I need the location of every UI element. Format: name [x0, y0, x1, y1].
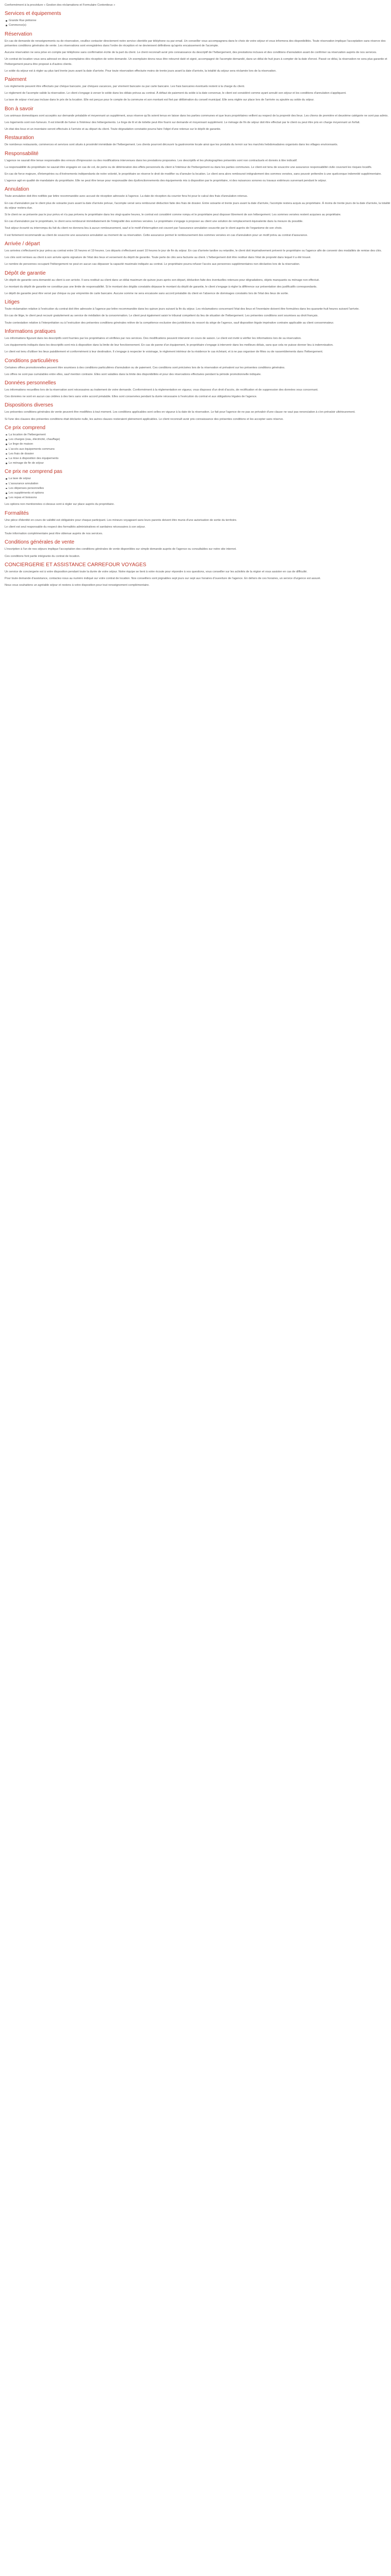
reservation-title: Réservation — [5, 31, 32, 37]
conditions-particulieres-section — [5, 358, 391, 377]
paragraph: Les présentes conditions générales de vente peuvent être modifiées à tout moment. Les conditions applicables sont celles en vigueur à la date de la réservation. Le fait pour l'agence de ne pas se prévaloir d'une clause ne vaut pas renonciation à s'en prévaloir ultérieurement. — [5, 411, 355, 414]
paragraph: Les équipements indiqués dans les descriptifs sont mis à disposition dans la limite de leur fonctionnement. En cas de panne d'un équipement, le propriétaire s'engage à intervenir dans les meilleurs délais, sans que cela ne puisse donner lieu à indemnisation. — [5, 344, 334, 347]
paragraph: Les clés sont remises au client à son arrivée après signature de l'état des lieux et versement du dépôt de garantie. Toute perte de clés sera facturée au client. L'hébergement doit être restitué dans l'état de propreté dans lequel il a été trouvé. — [5, 256, 312, 260]
paragraph: L'agence ne saurait être tenue responsable des erreurs d'impression ou des modifications intervenues dans les prestations proposées. Les descriptifs et les photographies présentés sont non contractuels et donnés à titre indicatif. — [5, 159, 298, 162]
paragraph: Un état des lieux et un inventaire seront effectués à l'arrivée et au départ du client. Toute dégradation constatée pourra faire l'objet d'une retenue sur le dépôt de garantie. — [5, 128, 221, 131]
paragraph: Toute annulation doit être notifiée par lettre recommandée avec accusé de réception adressée à l'agence. La date de réception du courrier fera foi pour le calcul des frais d'annulation retenus. — [5, 195, 248, 198]
paragraph: Les règlements peuvent être effectués par chèque bancaire, par chèques vacances, par virement bancaire ou par carte bancaire. Les frais bancaires éventuels restent à la charge du client. — [5, 84, 245, 88]
infos-pratiques-section — [5, 328, 391, 355]
litiges-section — [5, 299, 391, 326]
list-item: Les repas et boissons — [5, 496, 391, 500]
compris-list — [5, 433, 391, 466]
caution-section — [5, 270, 391, 297]
cgv-section — [5, 539, 391, 558]
paragraph: Les offres ne sont pas cumulables entre elles, sauf mention contraire. Elles sont valables dans la limite des disponibilités et pour des réservations effectuées pendant la période promotionnelle indiquée. — [5, 372, 262, 376]
paragraph: Si l'une des clauses des présentes conditions était déclarée nulle, les autres clauses resteraient pleinement applicables. Le client reconnaît avoir pris connaissance des présentes conditions et les accepter sans réserve. — [5, 417, 284, 421]
paragraph: En cas de force majeure, d'intempéries ou d'événements indépendants de notre volonté, le propriétaire se réserve le droit de modifier ou d'annuler la location. Le client sera alors remboursé intégralement des sommes versées, sans pouvoir prétendre à une quelconque indemnité supplémentaire. — [5, 172, 382, 176]
arrivee-title: Arrivée / départ — [5, 241, 40, 247]
list-item: Les frais de dossier — [5, 452, 391, 456]
paragraph: Le montant du dépôt de garantie ne constitue pas une limite de responsabilité. Si le montant des dégâts constatés dépasse le montant du dépôt de garantie, le client s'engage à régler la différence sur présentation des justificatifs correspondants. — [5, 285, 317, 289]
paragraph: Le client est tenu d'utiliser les lieux paisiblement et conformément à leur destination. Il s'engage à respecter le voisinage, le règlement intérieur de la résidence le cas échéant, et à ne pas organiser de fêtes ou de rassemblements dans l'hébergement. — [5, 350, 323, 354]
litiges-title: Litiges — [5, 299, 20, 306]
list-item: L'accès aux équipements communs — [5, 447, 391, 452]
non-compris-title: Ce prix ne comprend pas — [5, 469, 62, 475]
document-body — [0, 3, 391, 590]
paragraph: Un service de conciergerie est à votre disposition pendant toute la durée de votre séjour. Notre équipe se tient à votre écoute pour répondre à vos questions, vous conseiller sur les activités de la région et vous assister en cas de difficulté. — [5, 570, 307, 573]
paragraph: Une pièce d'identité en cours de validité est obligatoire pour chaque participant. Les mineurs voyageant sans leurs parents doivent être munis d'une autorisation de sortie du territoire. — [5, 518, 237, 522]
paragraph: Ces données ne sont en aucun cas cédées à des tiers sans votre accord préalable. Elles sont conservées pendant la durée nécessaire à l'exécution du contrat et aux obligations légales de l'agence. — [5, 395, 257, 399]
paragraph: Pour toute demande d'assistance, contactez-nous au numéro indiqué sur votre contrat de location. Nos conseillers sont joignables sept jours sur sept aux horaires d'ouverture de l'agence. En dehors de ces horaires, un service d'urgence est assuré. — [5, 577, 321, 580]
paragraph: Nous vous souhaitons un agréable séjour et restons à votre disposition pour tout renseignement complémentaire. — [5, 584, 150, 587]
services-section — [5, 10, 391, 28]
list-item: La mise à disposition des équipements — [5, 456, 391, 461]
paragraph: Le solde du séjour est à régler au plus tard trente jours avant la date d'arrivée. Pour toute réservation effectuée moins de trente jours avant la date d'arrivée, la totalité du séjour sera réclamée lors de la réservation. — [5, 69, 276, 73]
paragraph: La taxe de séjour n'est pas incluse dans le prix de la location. Elle est perçue pour le compte de la commune et son montant est fixé par délibération du conseil municipal. Elle sera réglée sur place lors de l'arrivée ou ajoutée au solde du séjour. — [5, 98, 315, 102]
paragraph: Les options non mentionnées ci-dessus sont à régler sur place auprès du propriétaire. — [5, 503, 115, 506]
list-item: L'assurance annulation — [5, 482, 391, 486]
paragraph: Si le client ne se présente pas le jour prévu et n'a pas prévenu le propriétaire dans les vingt-quatre heures, le contrat est considéré comme rompu et le propriétaire peut disposer librement de son hébergement. Les sommes versées restent acquises au propriétaire. — [5, 213, 341, 217]
paragraph: Le dépôt de garantie peut être versé par chèque ou par empreinte de carte bancaire. Aucune somme ne sera encaissée sans accord préalable du client en l'absence de dommages constatés lors de l'état des lieux de sortie. — [5, 292, 289, 295]
paragraph: Les animaux domestiques sont acceptés sur demande préalable et moyennant un supplément, sous réserve qu'ils soient tenus en laisse dans les parties communes et que leurs propriétaires veillent au respect de la propreté des lieux. Les chiens de première et deuxième catégorie ne sont pas admis. — [5, 114, 388, 117]
services-title: Services et équipements — [5, 11, 61, 17]
responsabilite-section — [5, 150, 391, 184]
paragraph: Le règlement de l'acompte valide la réservation. Le client s'engage à verser le solde dans les délais prévus au contrat. À défaut de paiement du solde à la date convenue, le client est considéré comme ayant annulé son séjour et les conditions d'annulation s'appliquent. — [5, 92, 347, 95]
bon-a-savoir-section — [5, 106, 391, 132]
paragraph: Un contrat de location vous sera adressé en deux exemplaires dès réception de votre demande. Un exemplaire devra nous être retourné daté et signé, accompagné de l'acompte demandé, dans un délai de huit jours à compter de la date d'envoi. Passé ce délai, la réservation ne sera plus garantie et l'hébergement pourra être proposé à d'autres clients. — [5, 58, 387, 66]
list-item: La location de l'hébergement — [5, 433, 391, 437]
annulation-title: Annulation — [5, 187, 29, 193]
list-item: Les suppléments et options — [5, 491, 391, 496]
paragraph: Ces conditions font partie intégrante du contrat de location. — [5, 554, 80, 558]
divers-title: Dispositions diverses — [5, 402, 53, 409]
list-item: Les dépenses personnelles — [5, 486, 391, 491]
annulation-section — [5, 186, 391, 238]
paragraph: Il est fortement recommandé au client de souscrire une assurance annulation au moment de sa réservation. Cette assurance permet le remboursement des sommes versées en cas d'annulation pour un motif prévu au contrat d'assurance. — [5, 233, 308, 237]
compris-section — [5, 425, 391, 466]
paiement-title: Paiement — [5, 76, 27, 82]
paragraph: Les arrivées s'effectuent le jour prévu au contrat entre 16 heures et 19 heures. Les départs s'effectuent avant 10 heures le jour de fin du séjour. En cas d'arrivée tardive ou retardée, le client doit impérativement prévenir le propriétaire ou l'agence afin de convenir des modalités de remise des clés. — [5, 249, 382, 252]
divers-section — [5, 402, 391, 421]
infos-pratiques-title: Informations pratiques — [5, 328, 56, 334]
restauration-section — [5, 134, 391, 147]
donnees-title: Données personnelles — [5, 380, 56, 386]
paragraph: De nombreux restaurants, commerces et services sont situés à proximité immédiate de l'hébergement. Les clients pourront découvrir la gastronomie locale ainsi que les produits du terroir sur les marchés hebdomadaires organisés dans les villages environnants. — [5, 143, 338, 147]
paragraph: Toute contestation relative à l'interprétation ou à l'exécution des présentes conditions générales relève de la compétence exclusive des juridictions du ressort du siège de l'agence, sauf disposition légale impérative contraire applicable au client consommateur. — [5, 321, 334, 325]
paragraph: Les logements sont non-fumeurs. Il est interdit de fumer à l'intérieur des hébergements. Le linge de lit et de toilette peut être fourni sur demande et moyennant supplément. Le ménage de fin de séjour doit être effectué par le client ou peut être pris en charge moyennant un forfait. — [5, 121, 361, 124]
paragraph: En cas de demande de renseignements ou de réservation, veuillez contacter directement notre service clientèle par téléphone ou par email. Un conseiller vous accompagnera dans le choix de votre séjour et vous informera des disponibilités. Toute réservation implique l'acceptation sans réserve des présentes conditions générales de vente. Les réservations sont enregistrées dans l'ordre de réception et ne deviennent définitives qu'après encaissement de l'acompte. — [5, 39, 386, 47]
assistance-title: CONCIERGERIE ET ASSISTANCE CARREFOUR VOYAGES — [5, 562, 146, 568]
list-item: Les charges (eau, électricité, chauffage) — [5, 437, 391, 442]
paragraph: En cas de litige, le client peut recourir gratuitement au service de médiation de la consommation. Le client peut également saisir le tribunal compétent du lieu de situation de l'hébergement. Les présentes conditions sont soumises au droit français. — [5, 314, 319, 318]
paragraph: Toute réclamation relative à l'exécution du contrat doit être adressée à l'agence par lettre recommandée dans les quinze jours suivant la fin du séjour. Les réclamations concernant l'état des lieux et l'inventaire doivent être formulées dans les quarante-huit heures suivant l'arrivée. — [5, 308, 360, 311]
paragraph: Certaines offres promotionnelles peuvent être soumises à des conditions particulières d'annulation ou de paiement. Ces conditions sont précisées lors de la réservation et prévalent sur les présentes conditions générales. — [5, 366, 285, 369]
list-item: La taxe de séjour — [5, 477, 391, 481]
reservation-section — [5, 31, 391, 74]
non-compris-section — [5, 468, 391, 507]
paiement-section — [5, 76, 391, 103]
assistance-section — [5, 562, 391, 588]
list-item: Commerce(s) — [5, 23, 391, 28]
paragraph: Toute information complémentaire peut être obtenue auprès de nos services. — [5, 532, 103, 536]
donnees-section — [5, 380, 391, 399]
responsabilite-title: Responsabilité — [5, 150, 39, 157]
paragraph: En cas d'annulation par le propriétaire, le client sera remboursé immédiatement de l'intégralité des sommes versées. Le propriétaire s'engage à proposer au client une solution de remplacement équivalente dans la mesure du possible. — [5, 220, 303, 224]
bon-a-savoir-title: Bon à savoir — [5, 106, 34, 112]
paragraph: Aucune réservation ne sera prise en compte par téléphone sans confirmation écrite de la part du client. Le client reconnaît avoir pris connaissance du descriptif de l'hébergement, des prestations incluses et des conditions d'annulation avant de confirmer sa réservation auprès de nos services. — [5, 51, 377, 55]
cgv-title: Conditions générales de vente — [5, 539, 75, 546]
list-item: Le linge de maison — [5, 442, 391, 447]
services-list — [5, 19, 391, 28]
paragraph: L'inscription à l'un de nos séjours implique l'acceptation des conditions générales de vente disponibles sur simple demande auprès de l'agence ou consultables sur notre site internet. — [5, 548, 237, 551]
list-item: Le ménage de fin de séjour — [5, 461, 391, 466]
compris-title: Ce prix comprend — [5, 425, 45, 431]
conditions-particulieres-title: Conditions particulières — [5, 358, 58, 364]
non-compris-list — [5, 477, 391, 500]
formalites-title: Formalités — [5, 510, 29, 516]
caution-title: Dépôt de garantie — [5, 270, 46, 276]
paragraph: Le nombre de personnes occupant l'hébergement ne peut en aucun cas dépasser la capacité maximale indiquée au contrat. Le propriétaire pourra refuser l'accès aux personnes supplémentaires non déclarées lors de la réservation. — [5, 263, 300, 266]
paragraph: Le client est seul responsable du respect des formalités administratives et sanitaires nécessaires à son séjour. — [5, 525, 145, 529]
paragraph: Tout séjour écourté ou interrompu du fait du client ne donnera lieu à aucun remboursement, sauf si le motif d'interruption est couvert par l'assurance annulation souscrite par le client auprès de l'organisme de son choix. — [5, 227, 283, 230]
restauration-title: Restauration — [5, 135, 34, 141]
paragraph: La responsabilité du propriétaire ne saurait être engagée en cas de vol, de perte ou de détérioration des effets personnels du client à l'intérieur de l'hébergement ou dans les parties communes. Le client est tenu de souscrire une assurance responsabilité civile couvrant les risques locatifs. — [5, 165, 372, 169]
header-note: Conformément à la procédure « Gestion des réclamations et Formulaire Contentieux » — [5, 4, 116, 7]
paragraph: En cas d'annulation par le client plus de soixante jours avant la date d'arrivée prévue, l'acompte versé sera remboursé déduction faite des frais de dossier. Entre soixante et trente jours avant la date d'arrivée, l'acompte restera acquis au propriétaire. À moins de trente jours de la date d'arrivée, la totalité du séjour restera due. — [5, 201, 390, 210]
list-item: Grande Rue piétonne — [5, 19, 391, 23]
paragraph: L'agence agit en qualité de mandataire du propriétaire. Elle ne peut être tenue pour responsable des dysfonctionnements des équipements mis à disposition par le propriétaire, ni des nuisances sonores ou travaux extérieurs survenant pendant le séjour. — [5, 179, 327, 183]
paragraph: Les informations figurant dans les descriptifs sont fournies par les propriétaires et vérifiées par nos services. Des modifications peuvent intervenir en cours de saison. Le client est invité à vérifier les informations lors de sa réservation. — [5, 336, 302, 340]
arrivee-section — [5, 241, 391, 267]
formalites-section — [5, 510, 391, 537]
paragraph: Les informations recueillies lors de la réservation sont nécessaires au traitement de votre demande. Conformément à la réglementation en vigueur, vous disposez d'un droit d'accès, de rectification et de suppression des données vous concernant. — [5, 388, 318, 392]
paragraph: Un dépôt de garantie sera demandé au client à son arrivée. Il sera restitué au client dans un délai maximum de quinze jours après son départ, déduction faite des éventuelles retenues pour dégradations, objets manquants ou ménage non effectué. — [5, 278, 320, 282]
